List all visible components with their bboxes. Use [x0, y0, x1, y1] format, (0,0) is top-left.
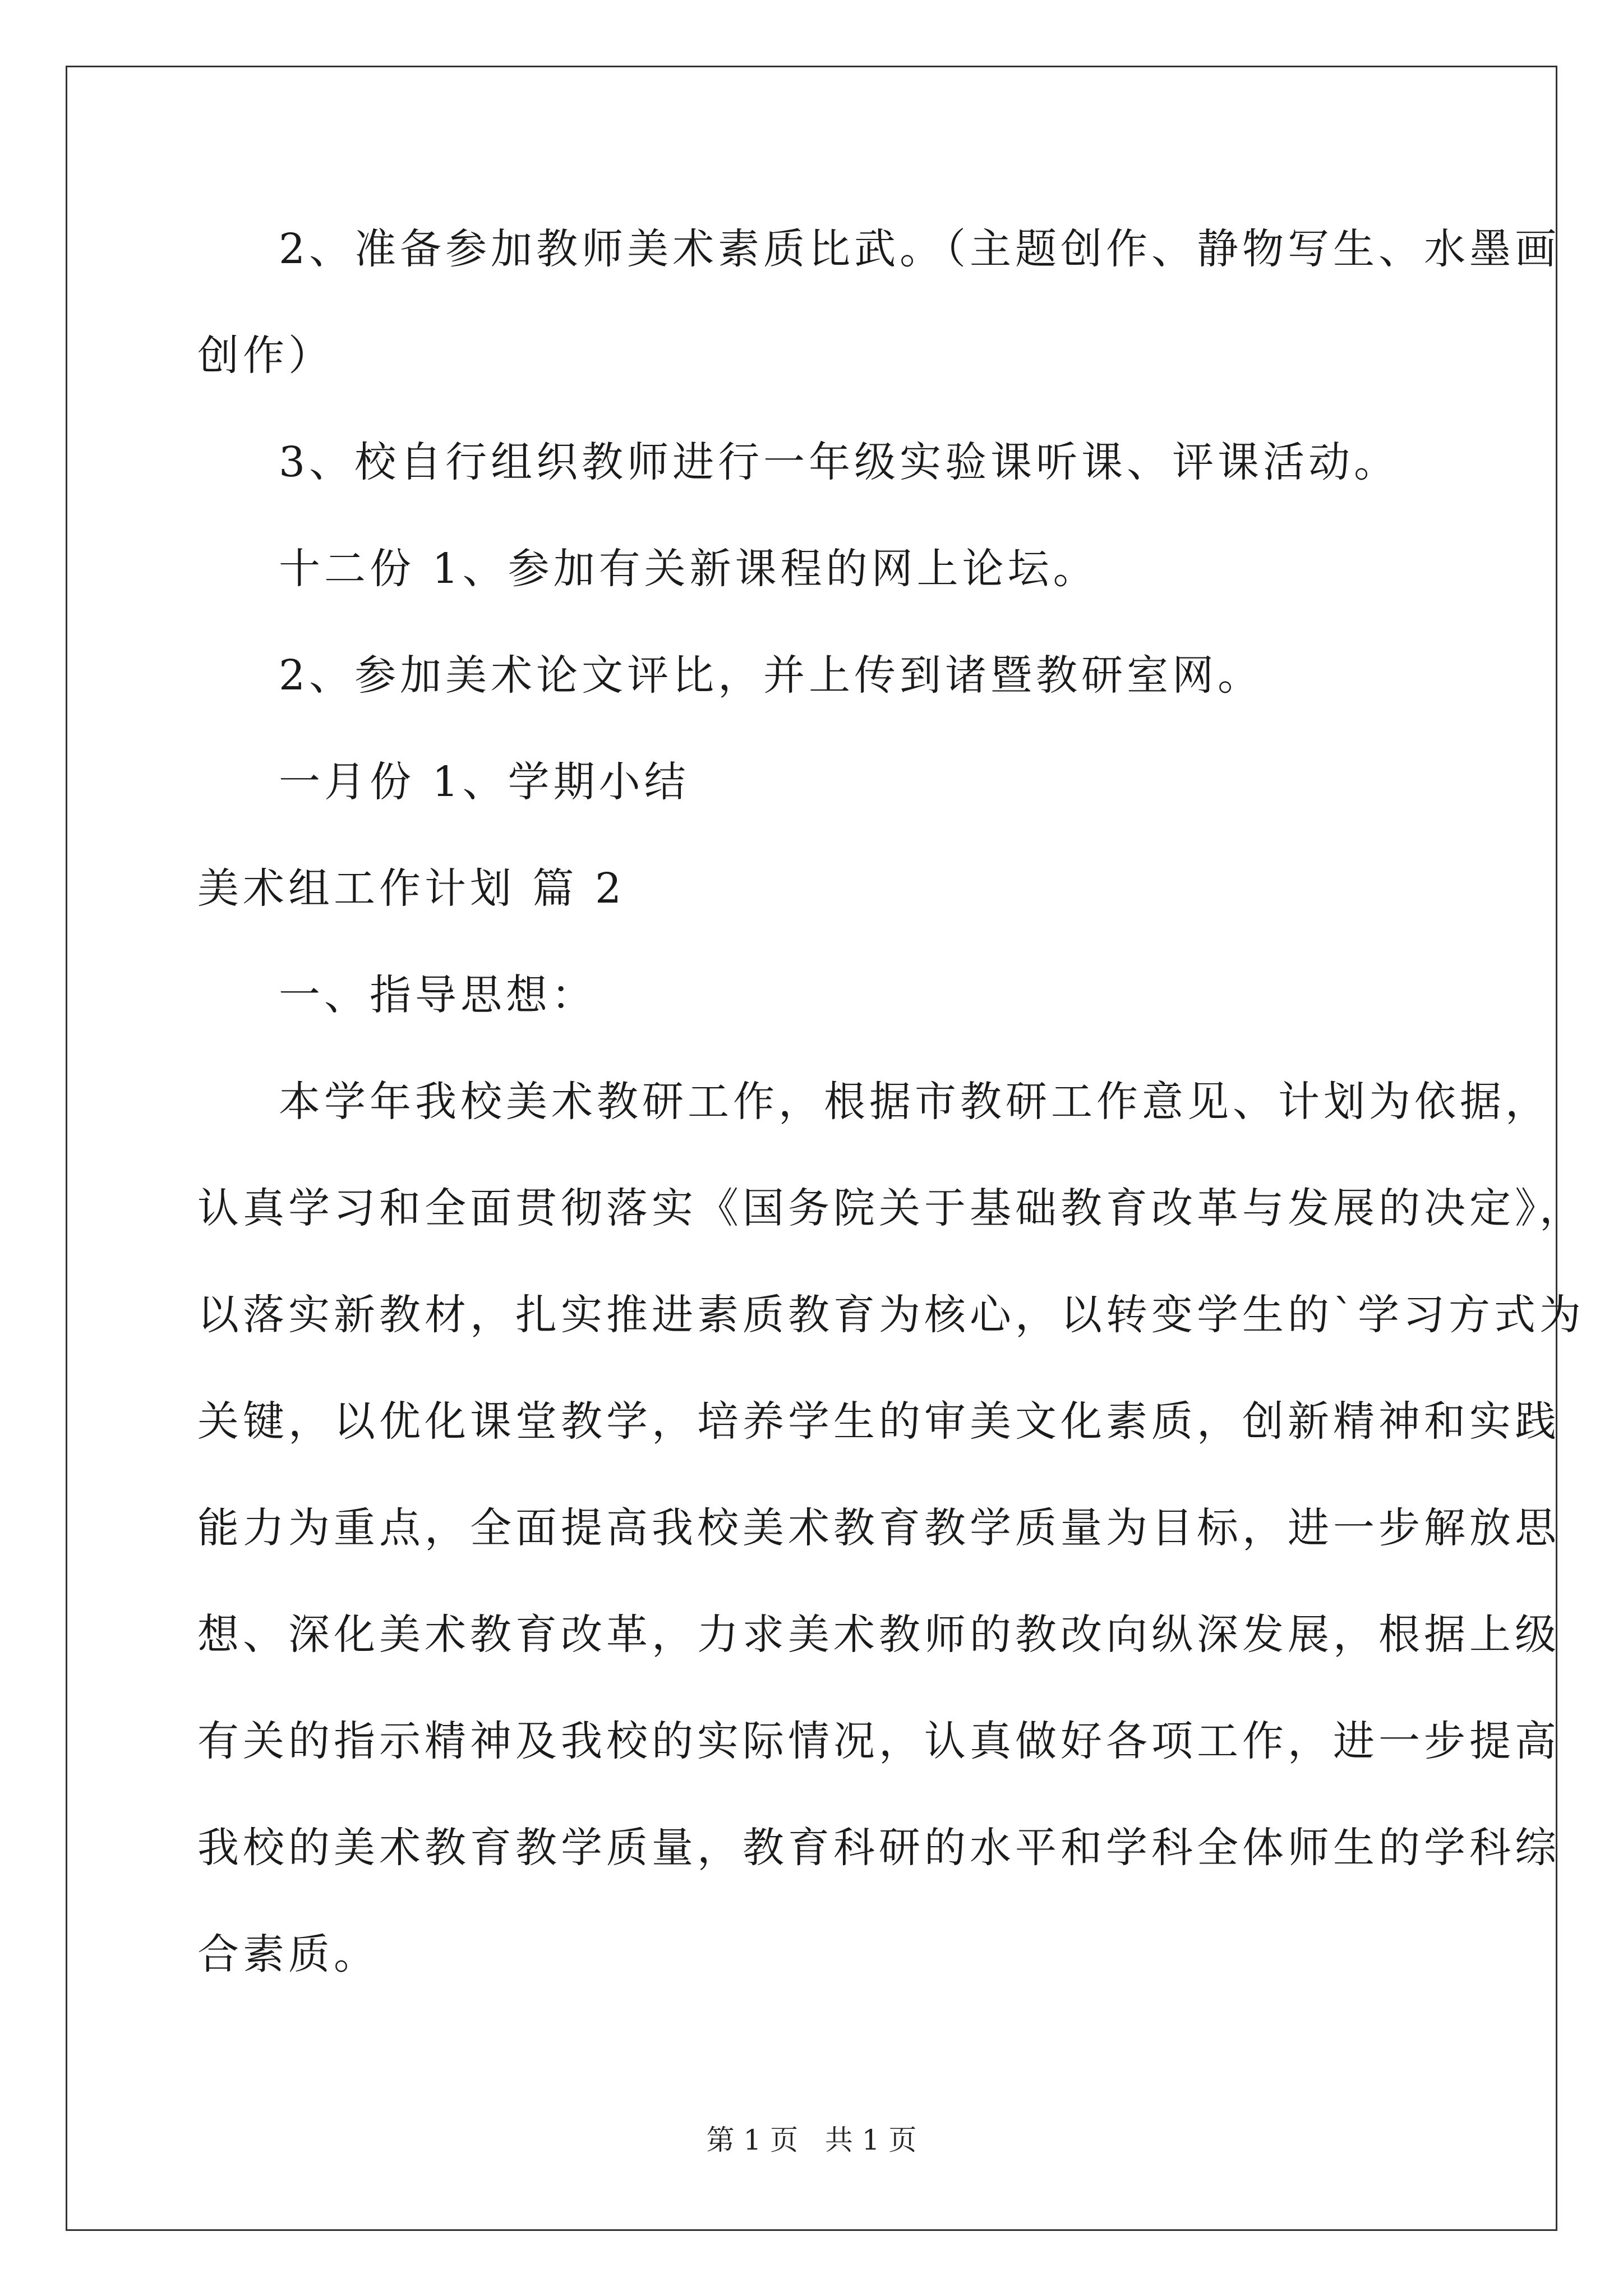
text-line-january: 一月份 1、学期小结: [279, 758, 690, 806]
paragraph-line-6: 想、深化美术教育改革，力求美术教师的教改向纵深发展，根据上级: [197, 1611, 1560, 1659]
paragraph-line-9: 合素质。: [197, 1930, 379, 1978]
text-line-december-item-2: 2、参加美术论文评比，并上传到诸暨教研室网。: [279, 651, 1264, 700]
text-line-item-3: 3、校自行组织教师进行一年级实验课听课、评课活动。: [279, 438, 1400, 486]
paragraph-line-1: 本学年我校美术教研工作，根据市教研工作意见、计划为依据，: [279, 1078, 1551, 1126]
paragraph-line-3: 以落实新教材，扎实推进素质教育为核心，以转变学生的`学习方式为: [197, 1291, 1585, 1339]
paragraph-line-2: 认真学习和全面贯彻落实《国务院关于基础教育改革与发展的决定》，: [197, 1184, 1585, 1232]
text-line-item-2: 2、准备参加教师美术素质比武。（主题创作、静物写生、水墨画: [279, 225, 1561, 273]
paragraph-line-5: 能力为重点，全面提高我校美术教育教学质量为目标，进一步解放思: [197, 1504, 1560, 1552]
paragraph-line-7: 有关的指示精神及我校的实际情况，认真做好各项工作，进一步提高: [197, 1717, 1560, 1765]
text-line-continuation: 创作）: [197, 332, 334, 380]
text-line-december: 十二份 1、参加有关新课程的网上论坛。: [279, 545, 1099, 593]
section-heading: 美术组工作计划 篇 2: [197, 864, 626, 913]
page-footer: 第 1 页 共 1 页: [706, 2124, 917, 2156]
paragraph-line-4: 关键，以优化课堂教学，培养学生的审美文化素质，创新精神和实践: [197, 1397, 1560, 1446]
paragraph-line-8: 我校的美术教育教学质量，教育科研的水平和学科全体师生的学科综: [197, 1824, 1560, 1872]
page-border: [66, 66, 1557, 2231]
subsection-heading: 一、指导思想：: [279, 971, 597, 1019]
